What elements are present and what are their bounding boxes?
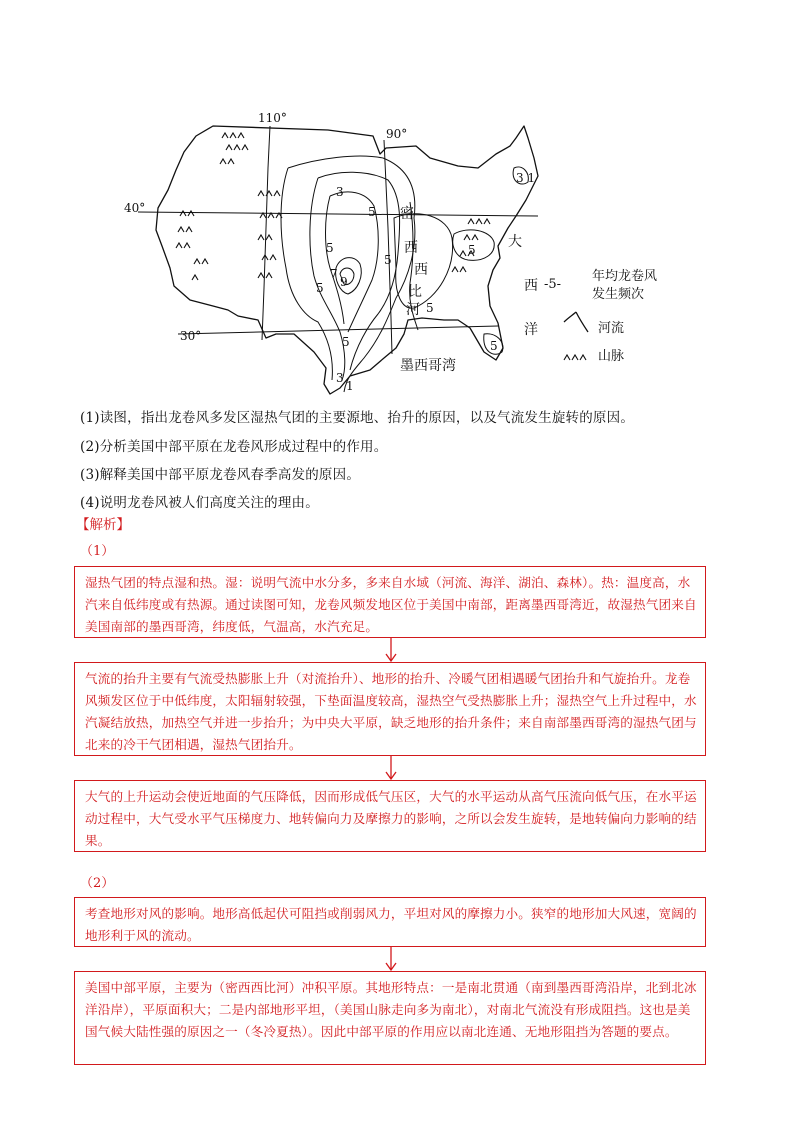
atlantic-char: 西 bbox=[524, 278, 538, 294]
mississippi-char: 密 bbox=[400, 206, 414, 222]
legend-contour-symbol: -5- bbox=[544, 277, 562, 292]
contour-label: 5 bbox=[490, 339, 498, 353]
flow-arrow-icon bbox=[384, 756, 398, 780]
legend-river-label: 河流 bbox=[598, 321, 625, 336]
contour-label: 3 bbox=[336, 185, 344, 199]
mississippi-char: 河 bbox=[406, 302, 420, 318]
atlantic-char: 大 bbox=[508, 234, 522, 250]
contour-label: 5 bbox=[316, 281, 324, 295]
analysis-box-1-2: 气流的抬升主要有气流受热膨胀上升（对流抬升）、地形的抬升、冷暖气团相遇暖气团抬升和气旋抬升。龙卷风频发区位于中低纬度，太阳辐射较强，下垫面温度较高，湿热空气受热膨胀上升；湿热空气上升过程中，水汽凝结放热，加热空气并进一步抬升；为中央大平原，缺乏地形的抬升条件；来自南部墨西哥湾的湿热气团与北来的冷干气团相遇，湿热气团抬升。 bbox=[74, 662, 706, 756]
latitude-30-label: 30° bbox=[180, 329, 202, 343]
legend-river-icon bbox=[564, 312, 588, 332]
legend-mountain-icon bbox=[564, 355, 586, 360]
contour-label: 7 bbox=[330, 267, 338, 281]
mississippi-char: 西 bbox=[414, 262, 428, 278]
tornado-frequency-map bbox=[118, 108, 678, 404]
legend-mountain-label: 山脉 bbox=[598, 349, 625, 364]
usa-outline bbox=[156, 126, 538, 394]
analysis-box-1-1: 湿热气团的特点湿和热。湿：说明气流中水分多，多来自水域（河流、海洋、湖泊、森林）。热：温度高，水汽来自低纬度或有热源。通过读图可知，龙卷风频发地区位于美国中南部，距离墨西哥湾近，故湿热气团来自美国南部的墨西哥湾，纬度低，气温高，水汽充足。 bbox=[74, 566, 706, 638]
contour-label: 1 bbox=[346, 379, 354, 393]
contour-label: 5 bbox=[368, 205, 376, 219]
mountain-symbols bbox=[176, 133, 490, 280]
legend-contour-label-2: 发生频次 bbox=[592, 287, 645, 302]
flow-arrow-icon bbox=[384, 947, 398, 971]
mississippi-char: 西 bbox=[404, 240, 418, 256]
section-1-label: （1） bbox=[80, 544, 115, 559]
gulf-of-mexico-label: 墨西哥湾 bbox=[400, 358, 456, 374]
contour-label: 5 bbox=[426, 301, 434, 315]
latitude-40 bbox=[138, 212, 538, 216]
map-legend bbox=[544, 268, 657, 364]
longitude-110-label: 110° bbox=[258, 111, 287, 125]
atlantic-char: 洋 bbox=[524, 322, 538, 338]
section-2-label: （2） bbox=[80, 876, 115, 891]
mississippi-char: 比 bbox=[408, 284, 422, 300]
contour-label: 5 bbox=[326, 241, 334, 255]
question-3: (3)解释美国中部平原龙卷风春季高发的原因。 bbox=[80, 467, 361, 483]
analysis-box-2-1: 考查地形对风的影响。地形高低起伏可阻挡或削弱风力，平坦对风的摩擦力小。狭窄的地形加大风速，宽阔的地形利于风的流动。 bbox=[74, 897, 706, 947]
contour-label-ne: 3 1 bbox=[516, 171, 536, 185]
contour-east-5 bbox=[394, 214, 453, 308]
latitude-40-label: 40° bbox=[124, 201, 146, 215]
contour-1-west bbox=[281, 168, 332, 380]
contour-label: 5 bbox=[342, 335, 350, 349]
contour-label: 3 bbox=[336, 371, 344, 385]
analysis-box-2-2: 美国中部平原，主要为（密西西比河）冲积平原。其地形特点：一是南北贯通（南到墨西哥湾沿岸，北到北冰洋沿岸），平原面积大；二是内部地形平坦，（美国山脉走向多为南北），对南北气流没有形成阻挡。这也是美国气候大陆性强的原因之一（冬冷夏热）。因此中部平原的作用应以南北连通、无地形阻挡为答题的要点。 bbox=[74, 971, 706, 1065]
longitude-90-label: 90° bbox=[386, 127, 408, 141]
flow-arrow-icon bbox=[384, 638, 398, 662]
longitude-90 bbox=[384, 140, 392, 354]
analysis-box-1-3: 大气的上升运动会使近地面的气压降低，因而形成低气压区，大气的水平运动从高气压流向低气压，在水平运动过程中，大气受水平气压梯度力、地转偏向力及摩擦力的影响，之所以会发生旋转，是地转偏向力影响的结果。 bbox=[74, 780, 706, 852]
longitude-110 bbox=[262, 126, 270, 340]
contour-label: 5 bbox=[468, 243, 476, 257]
contour-label: 5 bbox=[384, 253, 392, 267]
question-2: (2)分析美国中部平原在龙卷风形成过程中的作用。 bbox=[80, 439, 388, 455]
analysis-heading: 【解析】 bbox=[76, 517, 130, 533]
question-4: (4)说明龙卷风被人们高度关注的理由。 bbox=[80, 495, 319, 511]
contour-label: 9 bbox=[340, 275, 348, 289]
legend-contour-label-1: 年均龙卷风 bbox=[592, 269, 658, 284]
question-1: (1)读图，指出龙卷风多发区湿热气团的主要源地、抬升的原因，以及气流发生旋转的原因。 bbox=[80, 410, 635, 426]
